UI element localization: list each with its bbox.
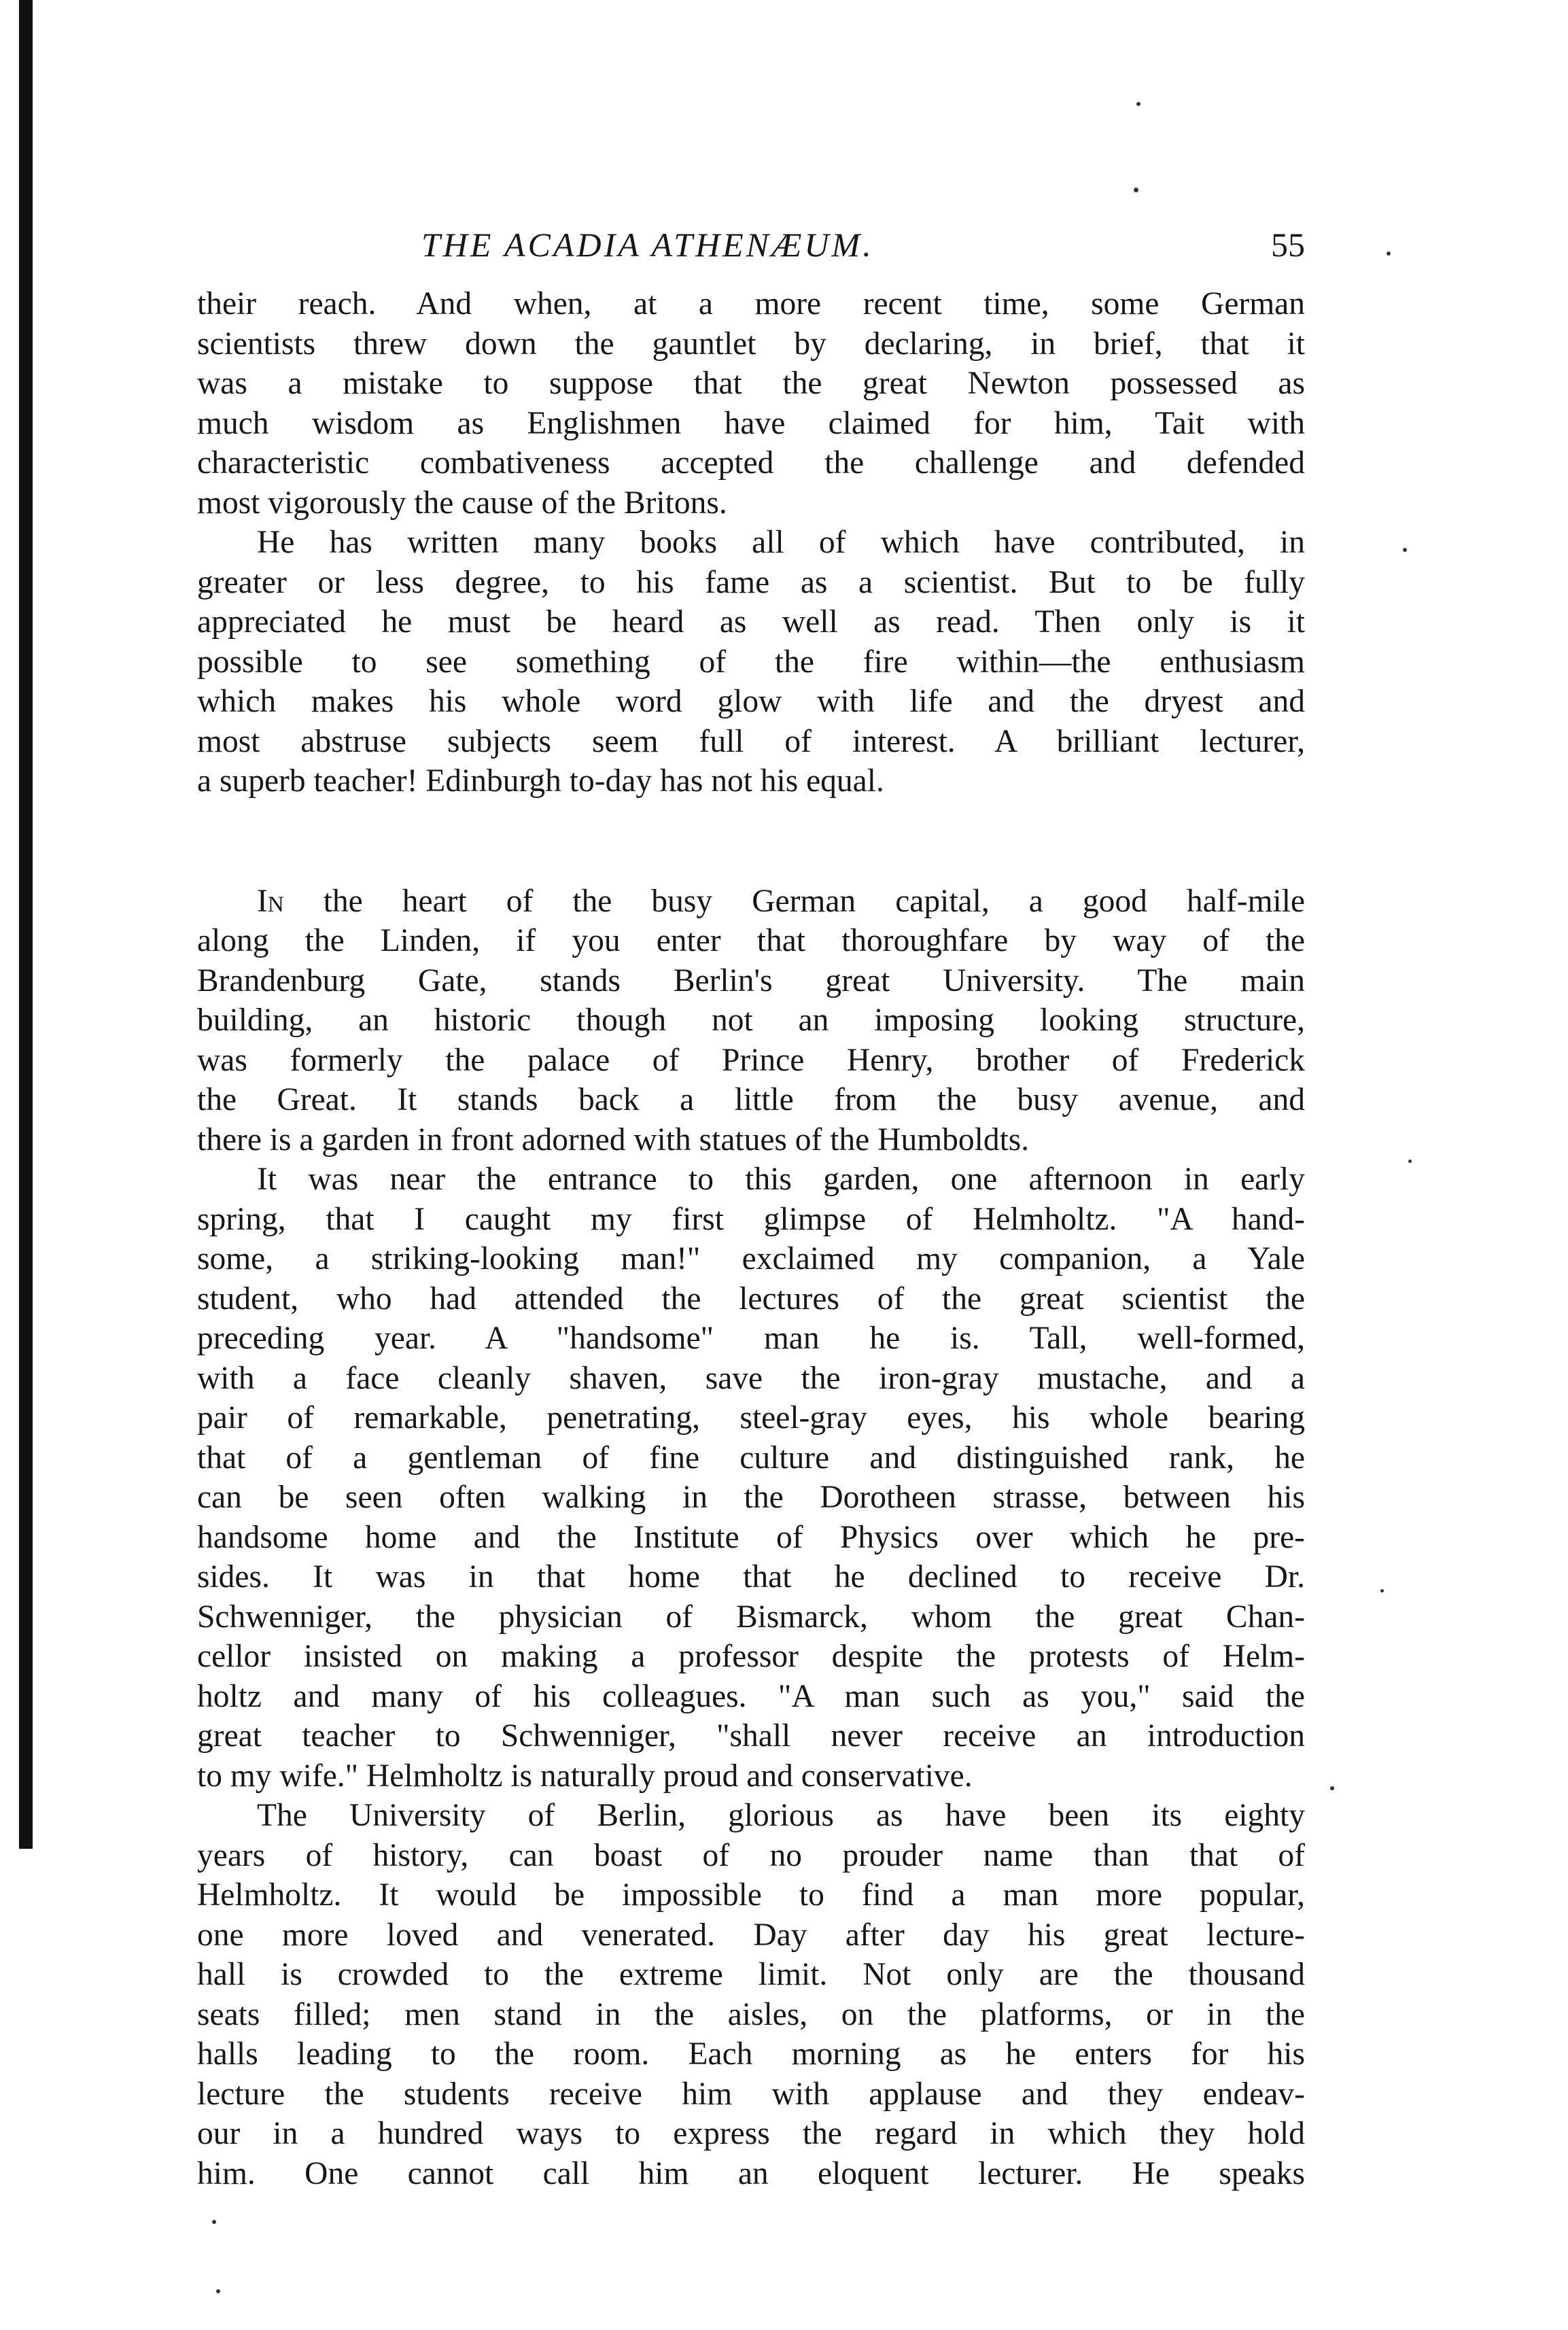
ink-speck (1136, 102, 1140, 106)
text-line: which makes his whole word glow with life and the dryest and (197, 684, 1305, 719)
text-line: possible to see something of the fire within—the enthusiasm (197, 644, 1305, 680)
text-line: years of history, can boast of no prouder name than that of (197, 1837, 1305, 1873)
text-line: greater or less degree, to his fame as a scientist. But to be fully (197, 564, 1305, 600)
text-line: can be seen often walking in the Dorotheen strasse, between his (197, 1480, 1305, 1515)
paragraph (197, 284, 1305, 523)
text-line: most abstruse subjects seem full of interest. A brilliant lecturer, (197, 723, 1305, 759)
article-section (197, 284, 1305, 801)
ink-speck (1403, 548, 1407, 552)
ink-speck (1380, 1589, 1384, 1593)
text-line: much wisdom as Englishmen have claimed for him, Tait with (197, 405, 1305, 441)
text-line (197, 882, 1305, 922)
ink-speck (212, 2220, 216, 2224)
text-line: our in a hundred ways to express the regard in which they hold (197, 2116, 1305, 2151)
text-line: building, an historic though not an imposing looking structure, (197, 1003, 1305, 1038)
text-line: was formerly the palace of Prince Henry, brother of Frederick (197, 1042, 1305, 1078)
text-line: Brandenburg Gate, stands Berlin's great University. The main (197, 962, 1305, 998)
text-line: hall is crowded to the extreme limit. Not only are the thousand (197, 1957, 1305, 1992)
text-line: their reach. And when, at a more recent time, some German (197, 286, 1305, 321)
text-line: He has written many books all of which have contributed, in (257, 525, 1305, 560)
text-line: one more loved and venerated. Day after day his great lecture- (197, 1917, 1305, 1953)
text-line: student, who had attended the lectures of the great scientist the (197, 1281, 1305, 1317)
text-line: was a mistake to suppose that the great Newton possessed as (197, 366, 1305, 401)
text-line: characteristic combativeness accepted the challenge and defended (197, 445, 1305, 481)
ink-speck (216, 2289, 220, 2293)
text-line-rest: the heart of the busy German capital, a good half-mile (283, 883, 1305, 919)
text-line: along the Linden, if you enter that thoroughfare by way of the (197, 923, 1305, 958)
text-line: seats filled; men stand in the aisles, on the platforms, or in the (197, 1996, 1305, 2032)
ink-speck (1330, 1786, 1334, 1790)
text-line: there is a garden in front adorned with statues of the Humboldts. (197, 1121, 1030, 1158)
ink-speck (1408, 1160, 1412, 1163)
text-line: Helmholtz. It would be impossible to find a man more popular, (197, 1877, 1305, 1913)
text-line: It was near the entrance to this garden, one afternoon in early (257, 1162, 1305, 1197)
page-number: 55 (1271, 226, 1305, 264)
text-line: lecture the students receive him with applause and they endeav- (197, 2076, 1305, 2112)
text-line: to my wife." Helmholtz is naturally proud and conservative. (197, 1758, 973, 1794)
book-page (197, 218, 1305, 2193)
text-line: Schwenniger, the physician of Bismarck, whom the great Chan- (197, 1599, 1305, 1635)
text-line: handsome home and the Institute of Physics over which he pre- (197, 1519, 1305, 1555)
text-line: with a face cleanly shaven, save the iron-gray mustache, and a (197, 1360, 1305, 1396)
text-line: that of a gentleman of fine culture and distinguished rank, he (197, 1440, 1305, 1476)
paragraph (197, 1796, 1305, 2193)
text-line: pair of remarkable, penetrating, steel-gray eyes, his whole bearing (197, 1400, 1305, 1436)
article-section (197, 882, 1305, 2194)
text-line: preceding year. A "handsome" man he is. Tall, well-formed, (197, 1321, 1305, 1356)
text-line: sides. It was in that home that he declined to receive Dr. (197, 1559, 1305, 1595)
text-line: halls leading to the room. Each morning as he enters for his (197, 2036, 1305, 2072)
text-line: great teacher to Schwenniger, "shall never receive an introduction (197, 1718, 1305, 1754)
text-line: some, a striking-looking man!" exclaimed my companion, a Yale (197, 1241, 1305, 1276)
text-line: most vigorously the cause of the Britons. (197, 485, 727, 521)
ink-speck (1387, 251, 1391, 256)
text-line: spring, that I caught my first glimpse of Helmholtz. "A hand- (197, 1201, 1305, 1237)
running-title: THE ACADIA ATHENÆUM. (421, 226, 874, 264)
text-line: the Great. It stands back a little from the busy avenue, and (197, 1082, 1305, 1117)
lead-in-smallcaps: In (257, 883, 284, 919)
paragraph (197, 1160, 1305, 1796)
text-line: cellor insisted on making a professor despite the protests of Helm- (197, 1639, 1305, 1674)
ink-speck (1134, 188, 1138, 192)
text-line: him. One cannot call him an eloquent lecturer. He speaks (197, 2155, 1305, 2191)
running-head (197, 218, 1305, 272)
paragraph (197, 882, 1305, 1160)
text-line: appreciated he must be heard as well as read. Then only is it (197, 604, 1305, 640)
text-line: a superb teacher! Edinburgh to-day has not his equal. (197, 763, 884, 799)
scan-edge-shadow (19, 0, 33, 1849)
paragraph (197, 523, 1305, 801)
text-line: The University of Berlin, glorious as have been its eighty (257, 1798, 1305, 1833)
text-line: scientists threw down the gauntlet by declaring, in brief, that it (197, 326, 1305, 362)
text-line: holtz and many of his colleagues. "A man such as you," said the (197, 1678, 1305, 1714)
